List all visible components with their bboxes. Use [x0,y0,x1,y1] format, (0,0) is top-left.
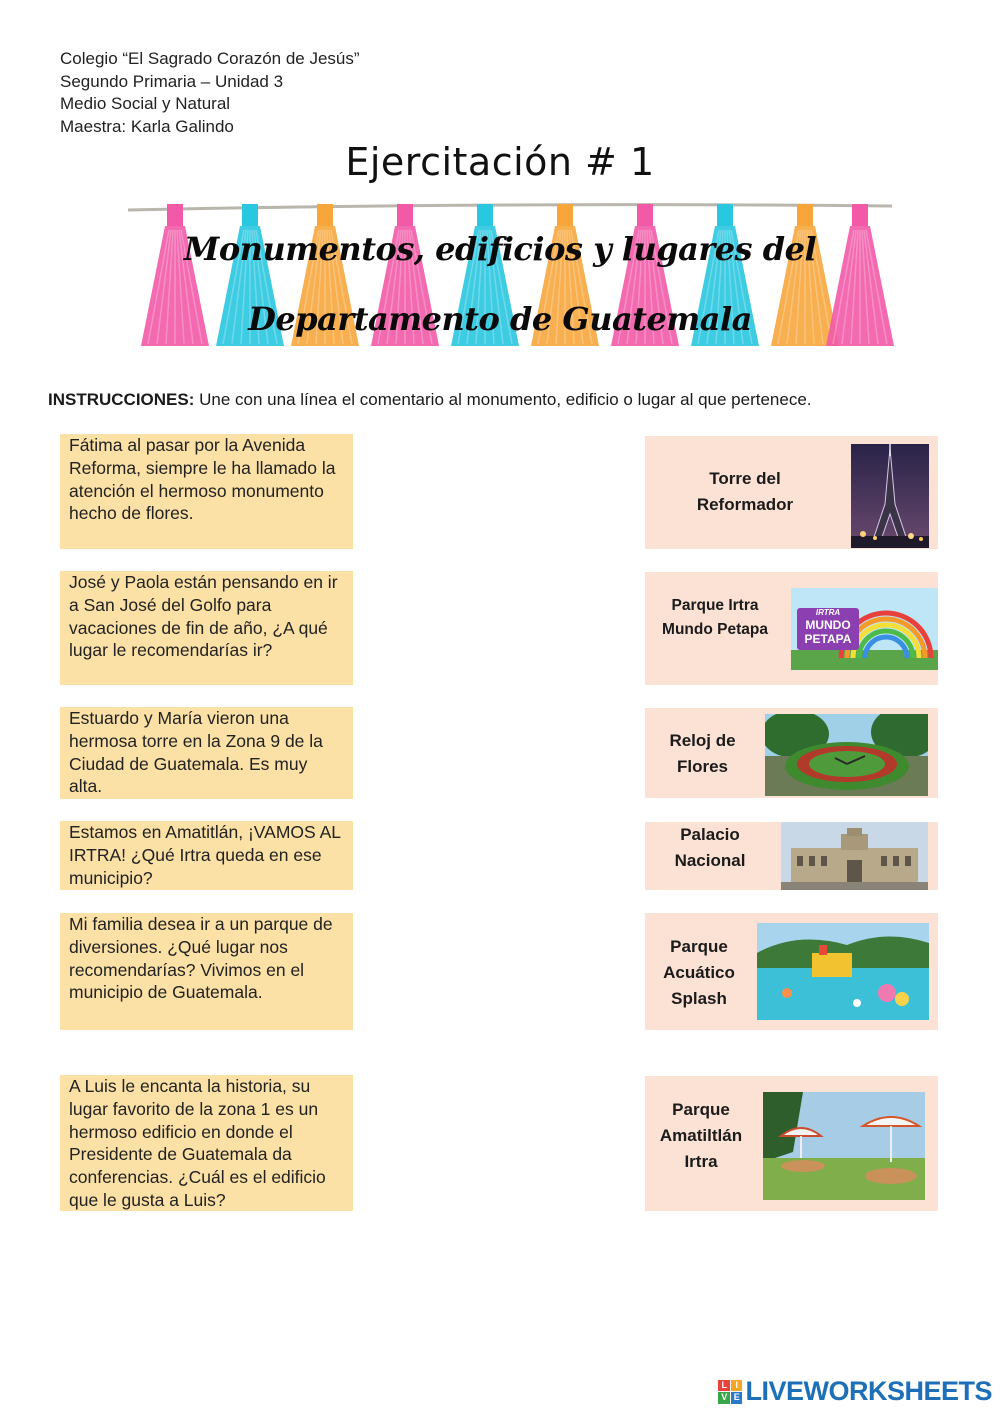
instructions [48,390,812,410]
tassel-knot [797,204,813,226]
place-label: Parque Acuático Splash [663,937,735,1008]
place-card-palacio-nacional[interactable] [645,822,938,890]
comment-text: Estamos en Amatitlán, ¡VAMOS AL IRTRA! ¿Qué Irtra queda en ese municipio? [69,822,341,888]
banner-title-line1: Monumentos, edificios y lugares del [183,230,817,268]
comment-card-2[interactable] [60,571,353,685]
mundo-petapa-logo: IRTRA MUNDO PETAPA [804,608,852,646]
tassel-knot [852,204,868,226]
place-card-parque-amatitlan-irtra[interactable] [645,1076,938,1211]
place-card-torre-del-reformador[interactable] [645,436,938,549]
tassel-knot [242,204,258,226]
comment-text: José y Paola están pensando en ir a San José del Golfo para vacaciones de fin de año, ¿A qué lugar le recomendarías ir? [69,572,338,661]
mundo-petapa-photo [791,588,938,670]
tassel-knot [397,204,413,226]
page-title: Ejercitación # 1 [345,140,655,184]
liveworksheets-wordmark: LIVEWORKSHEETS [745,1376,992,1406]
place-card-reloj-de-flores[interactable] [645,708,938,798]
comment-text: A Luis le encanta la historia, su lugar favorito de la zona 1 es un hermoso edificio en donde el Presidente de Guatemala da conferencias. ¿Cuál es el edificio que le gusta a Luis? [69,1076,326,1210]
place-label: Torre del Reformador [696,469,794,514]
comment-text: Estuardo y María vieron una hermosa torre en la Zona 9 de la Ciudad de Guatemala. Es muy alta. [69,708,323,797]
place-label: Reloj de Flores [669,731,736,776]
place-label: Palacio Nacional [674,825,746,870]
place-label: Parque Irtra Mundo Petapa [662,597,768,638]
school-name: Colegio “El Sagrado Corazón de Jesús” [60,49,360,68]
school-header [60,48,360,138]
instructions-label: INSTRUCCIONES: [48,390,195,409]
liveworksheets-logo-icon: L I V E [718,1380,742,1404]
tassel-knot [477,204,493,226]
grade-unit: Segundo Primaria – Unidad 3 [60,71,284,91]
banner-title-line2: Departamento de Guatemala [248,300,752,338]
comment-card-3[interactable] [60,707,353,799]
parque-acuatico-photo [757,923,929,1020]
comment-text: Fátima al pasar por la Avenida Reforma, siempre le ha llamado la atención el hermoso monumento hecho de flores. [69,435,336,524]
tassel-knot [167,204,183,226]
comment-card-6[interactable] [60,1075,353,1211]
place-label: Parque Amatiltlán Irtra [659,1100,743,1171]
liveworksheets-brand[interactable] [718,1376,992,1407]
parque-amatitlan-photo [763,1092,925,1200]
place-card-parque-acuatico-splash[interactable] [645,913,938,1030]
torre-photo [851,444,929,548]
instructions-text: Une con una línea el comentario al monumento, edificio o lugar al que pertenece. [194,390,812,409]
comment-card-5[interactable] [60,913,353,1030]
reloj-de-flores-photo [765,714,928,796]
tassel-knot [637,204,653,226]
place-card-mundo-petapa[interactable] [645,572,938,685]
comment-text: Mi familia desea ir a un parque de diversiones. ¿Qué lugar nos recomendarías? Vivimos en el municipio de Guatemala. [69,914,333,1003]
tassel-garland-decoration [120,196,900,366]
subject: Medio Social y Natural [60,94,231,113]
tassel-knot [717,204,733,226]
tassel-knot [317,204,333,226]
comment-card-4[interactable] [60,821,353,890]
teacher-name: Maestra: Karla Galindo [60,116,234,136]
comment-card-1[interactable] [60,434,353,549]
tassel-knot [557,204,573,226]
palacio-nacional-photo [781,822,928,890]
